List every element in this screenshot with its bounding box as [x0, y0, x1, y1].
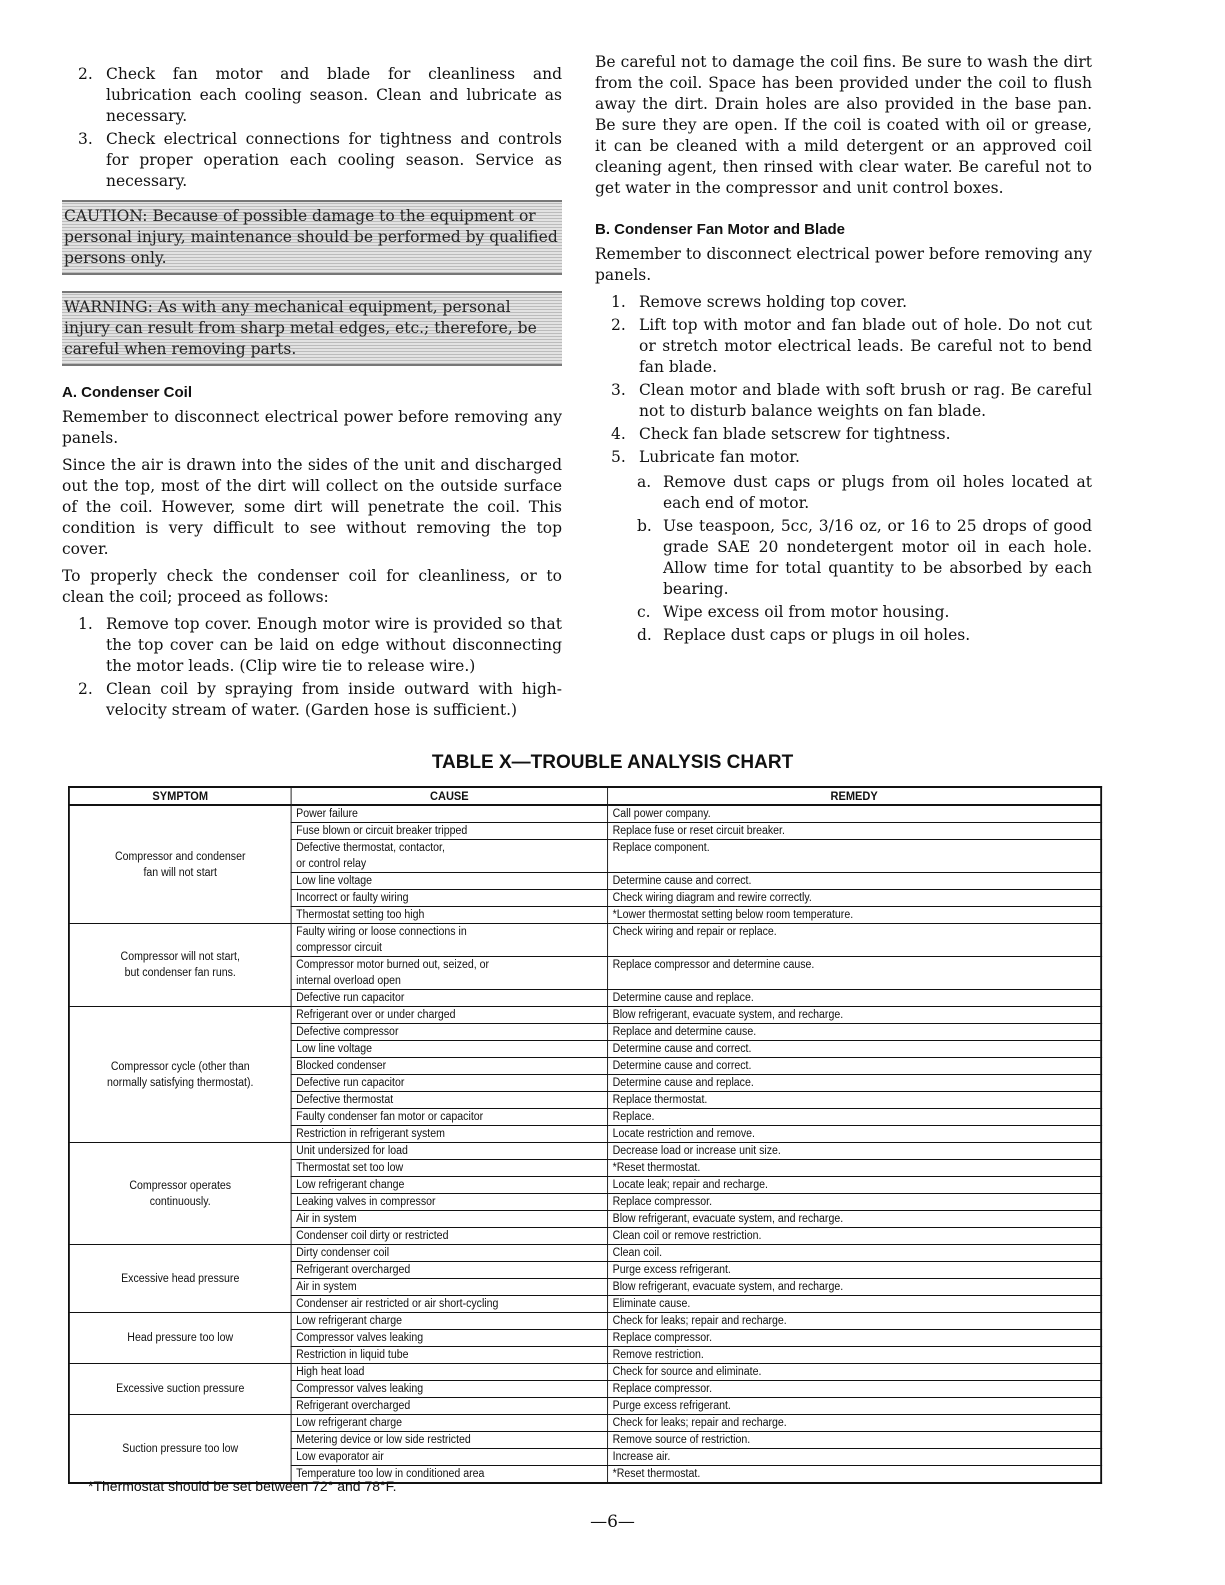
- remedy-cell: Purge excess refrigerant.: [608, 1262, 1102, 1279]
- remedy-cell: Check for leaks; repair and recharge.: [608, 1415, 1102, 1432]
- cause-cell: [291, 1075, 607, 1092]
- cause-cell: [291, 907, 607, 924]
- remedy-cell: Replace component.: [608, 840, 1102, 873]
- symptom-cell: [69, 924, 291, 1007]
- cause-cell: [291, 957, 607, 990]
- cause-line: Condenser coil dirty or restricted: [296, 1230, 449, 1242]
- item-text: Remove top cover. Enough motor wire is provided so that the top cover can be laid on edge without disconnecting the motor leads. (Clip wire tie to release wire.): [106, 615, 562, 675]
- paragraph: Remember to disconnect electrical power before removing any panels.: [595, 245, 1092, 284]
- footnote: *Thermostat should be set between 72° and 78°F.: [88, 1478, 397, 1494]
- item-number: c.: [637, 603, 651, 621]
- trouble-analysis-table: [68, 786, 1102, 1484]
- remedy-cell: Purge excess refrigerant.: [608, 1398, 1102, 1415]
- item-text: Use teaspoon, 5cc, 3/16 oz, or 16 to 25 drops of good grade SAE 20 nondetergent motor oil in each hole. Allow time for total quantity to be absorbed by each bearing.: [663, 517, 1092, 598]
- list-item: [62, 679, 562, 721]
- item-text: Replace dust caps or plugs in oil holes.: [663, 626, 971, 644]
- list-item: [595, 625, 1092, 646]
- section-b-heading: B. Condenser Fan Motor and Blade: [595, 221, 846, 238]
- symptom-line: Compressor operates: [129, 1179, 232, 1192]
- item-number: 1.: [611, 293, 626, 311]
- cause-line: Low refrigerant change: [296, 1179, 405, 1191]
- cause-cell: [291, 840, 607, 873]
- cause-cell: [291, 1313, 607, 1330]
- symptom-cell: [69, 1313, 291, 1364]
- remedy-cell: *Lower thermostat setting below room temperature.: [608, 907, 1102, 924]
- coil-steps-list: [62, 614, 562, 721]
- remedy-cell: *Reset thermostat.: [608, 1160, 1102, 1177]
- remedy-cell: Replace compressor.: [608, 1381, 1102, 1398]
- fan-steps-list: [595, 292, 1092, 468]
- cause-line: Restriction in refrigerant system: [296, 1128, 445, 1140]
- header-symptom: SYMPTOM: [69, 787, 291, 805]
- table-row: [69, 1415, 1101, 1432]
- remedy-cell: Check for source and eliminate.: [608, 1364, 1102, 1381]
- list-item: [595, 315, 1092, 378]
- item-text: Remove screws holding top cover.: [639, 293, 908, 311]
- cause-line: Compressor motor burned out, seized, or: [296, 959, 490, 971]
- cause-cell: [291, 1041, 607, 1058]
- cause-line: Defective compressor: [296, 1026, 399, 1038]
- cause-cell: [291, 1347, 607, 1364]
- list-item: [595, 472, 1092, 514]
- cause-line: Temperature too low in conditioned area: [296, 1468, 485, 1480]
- cause-cell: [291, 873, 607, 890]
- symptom-line: Compressor will not start,: [120, 951, 240, 963]
- paragraph: To properly check the condenser coil for cleanliness, or to clean the coil; proceed as follows:: [62, 567, 562, 606]
- cause-cell: [291, 990, 607, 1007]
- cause-cell: [291, 1126, 607, 1143]
- cause-line: Dirty condenser coil: [296, 1247, 390, 1259]
- item-number: 2.: [611, 316, 626, 334]
- item-text: Check fan blade setscrew for tightness.: [639, 425, 951, 443]
- cause-cell: [291, 1364, 607, 1381]
- cause-line: Compressor valves leaking: [296, 1383, 424, 1395]
- cause-line: Faulty wiring or loose connections in: [296, 926, 467, 938]
- remedy-cell: Decrease load or increase unit size.: [608, 1143, 1102, 1160]
- symptom-cell: [69, 1415, 291, 1484]
- item-text: Clean motor and blade with soft brush or rag. Be careful not to disturb balance weights on fan blade.: [639, 381, 1092, 420]
- item-text: Clean coil by spraying from inside outward with high-velocity stream of water. (Garden hose is sufficient.): [106, 680, 562, 719]
- item-text: Remove dust caps or plugs from oil holes located at each end of motor.: [663, 473, 1092, 512]
- cause-line: High heat load: [296, 1366, 365, 1378]
- remedy-cell: Determine cause and correct.: [608, 1041, 1102, 1058]
- list-item: [62, 614, 562, 677]
- cause-cell: [291, 1381, 607, 1398]
- cause-line: Faulty condenser fan motor or capacitor: [296, 1111, 484, 1123]
- remedy-cell: Check for leaks; repair and recharge.: [608, 1313, 1102, 1330]
- symptom-line: Head pressure too low: [127, 1332, 234, 1344]
- item-number: 2.: [78, 65, 93, 83]
- cause-cell: [291, 1177, 607, 1194]
- list-item: [595, 424, 1092, 445]
- cause-line: Unit undersized for load: [296, 1145, 408, 1157]
- cause-cell: [291, 1398, 607, 1415]
- cause-line: Low line voltage: [296, 1043, 373, 1055]
- maintenance-list: [62, 64, 562, 192]
- remedy-cell: Determine cause and correct.: [608, 873, 1102, 890]
- symptom-line: continuously.: [149, 1195, 211, 1208]
- cause-line: Thermostat set too low: [296, 1162, 404, 1174]
- cause-cell: [291, 1211, 607, 1228]
- item-number: 3.: [78, 130, 93, 148]
- remedy-cell: Blow refrigerant, evacuate system, and recharge.: [608, 1211, 1102, 1228]
- cause-line: Leaking valves in compressor: [296, 1196, 436, 1208]
- cause-line: Compressor valves leaking: [296, 1332, 424, 1344]
- paragraph: Be careful not to damage the coil fins. Be sure to wash the dirt from the coil. Space has been provided under the coil to flush away the dirt. Drain holes are also provided in the base pan. Be sure they are open. If the coil is coated with oil or grease, it can be cleaned with a mild detergent or an approved coil cleaning agent, then rinsed with clear water. Be careful not to get water in the compressor and unit control boxes.: [595, 53, 1092, 197]
- remedy-cell: Replace compressor and determine cause.: [608, 957, 1102, 990]
- cause-cell: [291, 1058, 607, 1075]
- paragraph: Since the air is drawn into the sides of the unit and discharged out the top, most of the dirt will collect on the outside surface of the coil. However, some dirt will penetrate the coil. This condition is very difficult to see without removing the top cover.: [62, 456, 562, 558]
- item-number: b.: [637, 517, 652, 535]
- item-number: 4.: [611, 425, 626, 443]
- list-item: [595, 292, 1092, 313]
- remedy-cell: Replace compressor.: [608, 1194, 1102, 1211]
- cause-cell: [291, 1279, 607, 1296]
- item-text: Lubricate fan motor.: [639, 448, 800, 466]
- cause-line: Metering device or low side restricted: [296, 1434, 471, 1446]
- item-text: Wipe excess oil from motor housing.: [663, 603, 950, 621]
- right-column: [595, 52, 1092, 650]
- cause-line: Fuse blown or circuit breaker tripped: [296, 825, 468, 837]
- cause-line: Defective thermostat: [296, 1094, 394, 1106]
- list-item: [595, 516, 1092, 600]
- cause-line: Condenser air restricted or air short-cycling: [296, 1298, 499, 1310]
- table-row: [69, 1313, 1101, 1330]
- list-item: [62, 64, 562, 127]
- symptom-line: fan will not start: [143, 866, 217, 879]
- list-item: [595, 602, 1092, 623]
- warning-notice: WARNING: As with any mechanical equipment, personal injury can result from sharp metal edges, etc.; therefore, be careful when removing parts.: [62, 291, 562, 366]
- table-row: [69, 1143, 1101, 1160]
- cause-line: Thermostat setting too high: [296, 909, 425, 921]
- item-number: a.: [637, 473, 652, 491]
- cause-line: Low line voltage: [296, 875, 373, 887]
- cause-line: Air in system: [296, 1281, 357, 1293]
- cause-cell: [291, 1228, 607, 1245]
- symptom-line: Compressor cycle (other than: [110, 1060, 250, 1073]
- symptom-line: Suction pressure too low: [122, 1442, 239, 1455]
- symptom-line: Excessive head pressure: [121, 1272, 240, 1285]
- header-cause: CAUSE: [291, 787, 607, 805]
- remedy-cell: Replace and determine cause.: [608, 1024, 1102, 1041]
- item-number: 2.: [78, 680, 93, 698]
- cause-line: Defective thermostat, contactor,: [296, 842, 445, 854]
- cause-line: internal overload open: [296, 975, 401, 987]
- cause-cell: [291, 1432, 607, 1449]
- remedy-cell: Determine cause and correct.: [608, 1058, 1102, 1075]
- symptom-line: but condenser fan runs.: [124, 967, 236, 979]
- remedy-cell: Call power company.: [608, 805, 1102, 823]
- symptom-cell: [69, 1364, 291, 1415]
- remedy-cell: Blow refrigerant, evacuate system, and recharge.: [608, 1279, 1102, 1296]
- symptom-cell: [69, 805, 291, 924]
- cause-line: Refrigerant overcharged: [296, 1400, 411, 1412]
- table-title: TABLE X—TROUBLE ANALYSIS CHART: [431, 752, 794, 773]
- cause-line: Air in system: [296, 1213, 357, 1225]
- symptom-line: Excessive suction pressure: [116, 1383, 245, 1395]
- remedy-cell: Clean coil or remove restriction.: [608, 1228, 1102, 1245]
- symptom-cell: [69, 1143, 291, 1245]
- remedy-cell: Increase air.: [608, 1449, 1102, 1466]
- cause-line: Refrigerant over or under charged: [296, 1009, 456, 1021]
- header-remedy: REMEDY: [608, 787, 1102, 805]
- cause-cell: [291, 823, 607, 840]
- remedy-cell: Check wiring and repair or replace.: [608, 924, 1102, 957]
- list-item: [595, 447, 1092, 468]
- paragraph: Remember to disconnect electrical power before removing any panels.: [62, 408, 562, 447]
- remedy-cell: Determine cause and replace.: [608, 990, 1102, 1007]
- list-item: [595, 380, 1092, 422]
- table-row: [69, 1245, 1101, 1262]
- cause-cell: [291, 1024, 607, 1041]
- item-number: 1.: [78, 615, 93, 633]
- item-text: Check electrical connections for tightness and controls for proper operation each cooling season. Service as necessary.: [106, 130, 562, 190]
- cause-line: Refrigerant overcharged: [296, 1264, 411, 1276]
- cause-cell: [291, 1007, 607, 1024]
- table-row: [69, 805, 1101, 823]
- cause-cell: [291, 1330, 607, 1347]
- remedy-cell: Blow refrigerant, evacuate system, and recharge.: [608, 1007, 1102, 1024]
- remedy-cell: Replace.: [608, 1109, 1102, 1126]
- cause-cell: [291, 1262, 607, 1279]
- remedy-cell: Replace thermostat.: [608, 1092, 1102, 1109]
- lubrication-substeps: [595, 472, 1092, 646]
- item-number: 5.: [611, 448, 626, 466]
- item-number: d.: [637, 626, 652, 644]
- cause-line: Low evaporator air: [296, 1451, 384, 1463]
- cause-cell: [291, 924, 607, 957]
- cause-cell: [291, 1109, 607, 1126]
- symptom-cell: [69, 1007, 291, 1143]
- cause-line: Blocked condenser: [296, 1060, 387, 1072]
- cause-line: Low refrigerant charge: [296, 1417, 403, 1429]
- remedy-cell: *Reset thermostat.: [608, 1466, 1102, 1484]
- cause-line: Restriction in liquid tube: [296, 1349, 409, 1361]
- remedy-cell: Remove source of restriction.: [608, 1432, 1102, 1449]
- table-row: [69, 1364, 1101, 1381]
- cause-cell: [291, 1449, 607, 1466]
- cause-cell: [291, 1143, 607, 1160]
- cause-cell: [291, 1245, 607, 1262]
- cause-line: Power failure: [296, 808, 358, 820]
- cause-cell: [291, 1160, 607, 1177]
- list-item: [62, 129, 562, 192]
- cause-cell: [291, 1194, 607, 1211]
- item-text: Check fan motor and blade for cleanliness and lubrication each cooling season. Clean and lubricate as necessary.: [106, 65, 562, 125]
- remedy-cell: Eliminate cause.: [608, 1296, 1102, 1313]
- item-number: 3.: [611, 381, 626, 399]
- remedy-cell: Replace fuse or reset circuit breaker.: [608, 823, 1102, 840]
- cause-line: Defective run capacitor: [296, 992, 405, 1004]
- cause-line: Defective run capacitor: [296, 1077, 405, 1089]
- cause-cell: [291, 1296, 607, 1313]
- remedy-cell: Locate leak; repair and recharge.: [608, 1177, 1102, 1194]
- left-column: [62, 64, 562, 725]
- remedy-cell: Determine cause and replace.: [608, 1075, 1102, 1092]
- cause-line: compressor circuit: [296, 942, 383, 954]
- cause-cell: [291, 805, 607, 823]
- remedy-cell: Replace compressor.: [608, 1330, 1102, 1347]
- remedy-cell: Locate restriction and remove.: [608, 1126, 1102, 1143]
- remedy-cell: Clean coil.: [608, 1245, 1102, 1262]
- cause-cell: [291, 1415, 607, 1432]
- remedy-cell: Remove restriction.: [608, 1347, 1102, 1364]
- caution-notice: CAUTION: Because of possible damage to the equipment or personal injury, maintenance should be performed by qualified persons only.: [62, 200, 562, 275]
- item-text: Lift top with motor and fan blade out of hole. Do not cut or stretch motor electrical leads. Be careful not to bend fan blade.: [639, 316, 1092, 376]
- remedy-cell: Check wiring diagram and rewire correctly.: [608, 890, 1102, 907]
- table-row: [69, 924, 1101, 957]
- symptom-cell: [69, 1245, 291, 1313]
- cause-line: Low refrigerant charge: [296, 1315, 403, 1327]
- cause-cell: [291, 890, 607, 907]
- page-number: —6—: [590, 1512, 635, 1532]
- cause-cell: [291, 1092, 607, 1109]
- section-a-heading: A. Condenser Coil: [62, 384, 193, 401]
- cause-line: or control relay: [296, 858, 367, 870]
- table-row: [69, 1007, 1101, 1024]
- cause-line: Incorrect or faulty wiring: [296, 892, 409, 904]
- symptom-line: normally satisfying thermostat).: [107, 1076, 254, 1089]
- symptom-line: Compressor and condenser: [114, 850, 246, 863]
